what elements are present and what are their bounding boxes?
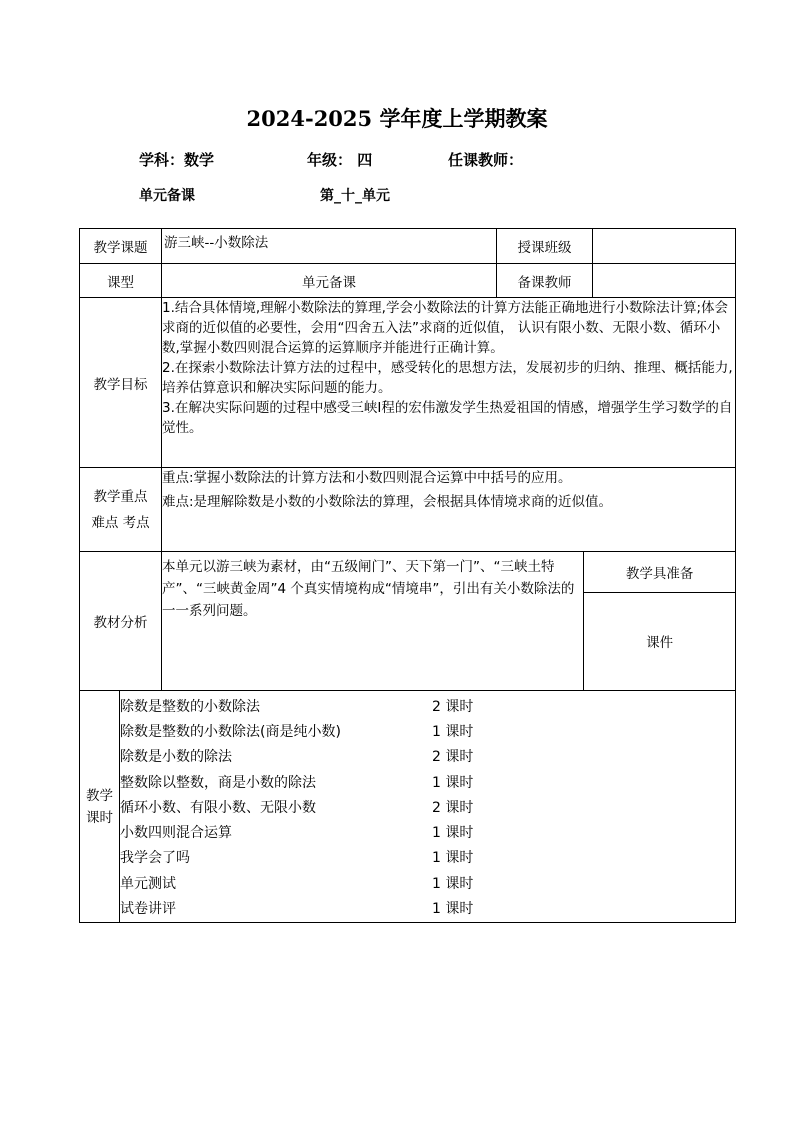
schedule-item xyxy=(120,895,735,920)
schedule-item-hours: 1 课时 xyxy=(432,875,474,892)
key-label-line: 难点 考点 xyxy=(91,514,150,531)
schedule-item-name: 除数是整数的小数除法(商是纯小数) xyxy=(120,723,341,740)
schedule-list xyxy=(120,691,736,923)
analysis-row xyxy=(80,552,736,691)
key-label-line: 教学重点 xyxy=(93,488,148,505)
schedule-row xyxy=(80,691,736,923)
schedule-item xyxy=(120,693,735,718)
schedule-item-hours: 1 课时 xyxy=(432,723,474,740)
schedule-item-name: 循环小数、有限小数、无限小数 xyxy=(120,799,316,816)
page-title: 2024-2025 学年度上学期教案 xyxy=(246,106,548,131)
teacher-label: 任课教师： xyxy=(448,151,524,169)
key-point-item: 重点:掌握小数除法的计算方法和小数四则混合运算中中括号的应用。 xyxy=(162,470,572,486)
schedule-item-name: 单元测试 xyxy=(120,875,176,892)
schedule-label: 教学课时 xyxy=(80,691,120,923)
schedule-item-name: 整数除以整数，商是小数的除法 xyxy=(120,774,316,791)
schedule-item-name: 试卷讲评 xyxy=(120,901,176,918)
schedule-item xyxy=(120,769,735,794)
goals-row xyxy=(80,298,736,468)
class-value xyxy=(593,229,736,264)
key-points-content xyxy=(162,468,736,552)
type-value: 单元备课 xyxy=(162,264,497,298)
analysis-label: 教材分析 xyxy=(80,552,162,691)
lesson-type-label: 单元备课 xyxy=(139,188,195,204)
goals-content xyxy=(162,298,736,468)
type-label: 课型 xyxy=(80,264,162,298)
schedule-item-name: 小数四则混合运算 xyxy=(120,825,232,842)
schedule-item-name: 除数是小数的除法 xyxy=(120,749,232,766)
goal-item: 2.在探索小数除法计算方法的过程中，感受转化的思想方法，发展初步的归纳、推理、概括能力,培养估算意识和解决实际问题的能力。 xyxy=(162,360,733,396)
analysis-text: 本单元以游三峡为素材，由“五级闸门”、天下第一门”、“三峡土特产”、“三峡黄金周”4 个真实情境构成“情境串”，引出有关小数除法的一一系列问题。 xyxy=(162,552,584,690)
goal-item: 1.结合具体情境,理解小数除法的算理,学会小数除法的计算方法能正确地进行小数除法计算;体会求商的近似值的必要性，会用“四舍五入法”求商的近似值， 认识有限小数、无限小数、循环小数,掌握小数四则混合运算的运算顺序并能进行正确计算。 xyxy=(162,300,729,356)
schedule-item-hours: 1 课时 xyxy=(432,774,474,791)
schedule-item-hours: 1 课时 xyxy=(432,850,474,867)
type-row xyxy=(80,264,736,298)
schedule-item xyxy=(120,718,735,743)
unit-label: 第_十_单元 xyxy=(320,188,390,204)
lesson-plan-table xyxy=(79,228,736,923)
prep-teacher-label: 备课教师 xyxy=(497,264,593,298)
grade-label: 年级： 四 xyxy=(307,151,373,169)
schedule-item-name: 我学会了吗 xyxy=(120,850,190,867)
tools-value: 课件 xyxy=(646,635,674,652)
schedule-item xyxy=(120,819,735,844)
goal-item: 3.在解决实际问题的过程中感受三峡Ⅰ程的宏伟激发学生热爱祖国的情感，增强学生学习数学的自觉性。 xyxy=(162,400,733,436)
schedule-item-hours: 2 课时 xyxy=(432,799,474,816)
analysis-cell xyxy=(162,552,736,691)
tools-label: 教学具准备 xyxy=(584,552,735,592)
analysis-inner xyxy=(162,552,735,690)
key-points-row xyxy=(80,468,736,552)
schedule-item xyxy=(120,845,735,870)
schedule-item-hours: 2 课时 xyxy=(432,698,474,715)
prep-teacher-value xyxy=(593,264,736,298)
schedule-item-hours: 1 课时 xyxy=(432,825,474,842)
topic-label: 教学课题 xyxy=(80,229,162,264)
schedule-item-hours: 1 课时 xyxy=(432,901,474,918)
key-points-label xyxy=(80,468,162,552)
schedule-item-name: 除数是整数的小数除法 xyxy=(120,698,260,715)
key-point-item: 难点:是理解除数是小数的小数除法的算理，会根据具体情境求商的近似值。 xyxy=(162,494,613,510)
goals-label: 教学目标 xyxy=(80,298,162,468)
schedule-item xyxy=(120,870,735,895)
topic-row xyxy=(80,229,736,264)
topic-value: 游三峡--小数除法 xyxy=(162,229,497,264)
schedule-item xyxy=(120,794,735,819)
schedule-item xyxy=(120,744,735,769)
subject-label: 学科：数学 xyxy=(139,151,215,169)
class-label: 授课班级 xyxy=(497,229,593,264)
schedule-item-hours: 2 课时 xyxy=(432,749,474,766)
